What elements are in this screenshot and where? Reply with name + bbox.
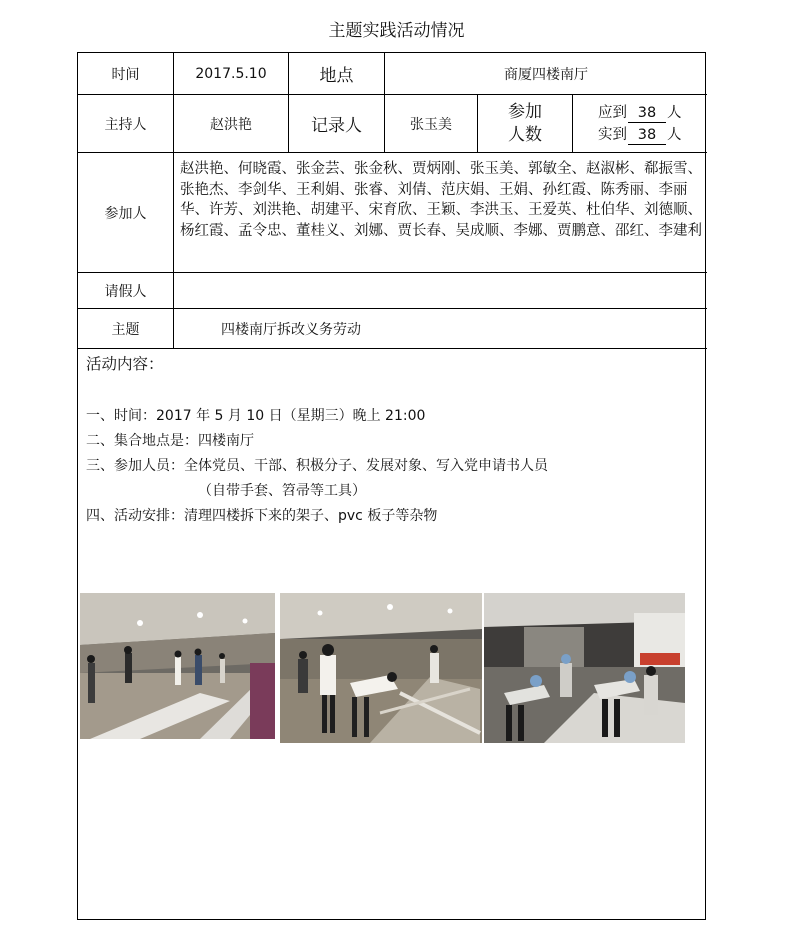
- content-line-participants: 三、参加人员：全体党员、干部、积极分子、发展对象、写入党申请书人员: [86, 458, 548, 474]
- photo-volunteers-clearing: [280, 593, 482, 743]
- leave-label: 请假人: [78, 273, 174, 309]
- actual-label: 实到: [598, 126, 627, 143]
- actual-value: 38: [628, 127, 666, 145]
- page-title: 主题实践活动情况: [328, 21, 465, 41]
- time-value: 2017.5.10: [174, 53, 289, 95]
- recorder-label: 记录人: [289, 95, 385, 153]
- recorder-value: 张玉美: [385, 95, 478, 153]
- due-unit: 人: [667, 104, 682, 121]
- topic-value: 四楼南厅拆改义务劳动: [174, 309, 707, 349]
- content-line-arrangement: 四、活动安排：清理四楼拆下来的架子、pvc 板子等杂物: [86, 508, 438, 524]
- due-value: 38: [628, 105, 666, 123]
- attendance-counts: [573, 95, 707, 153]
- attendance-count-label-line2: 人数: [508, 124, 542, 145]
- attendance-count-label-line1: 参加: [508, 101, 542, 122]
- actual-unit: 人: [667, 126, 682, 143]
- attendance-count-label: [478, 95, 573, 153]
- host-label: 主持人: [78, 95, 174, 153]
- content-line-time: 一、时间：2017 年 5 月 10 日（星期三）晚上 21:00: [86, 408, 426, 424]
- due-count: [598, 102, 682, 124]
- content-line-location: 二、集合地点是：四楼南厅: [86, 433, 254, 449]
- place-label: 地点: [289, 53, 385, 95]
- attendees-label: 参加人: [78, 153, 174, 273]
- actual-count: [598, 124, 682, 146]
- photo-night-cleanup: [484, 593, 685, 743]
- photo-hall-demolition: [80, 593, 275, 739]
- content-line-tools: （自带手套、笤帚等工具）: [198, 483, 366, 499]
- content-heading: 活动内容：: [86, 355, 164, 373]
- topic-label: 主题: [78, 309, 174, 349]
- host-value: 赵洪艳: [174, 95, 289, 153]
- leave-value: [174, 273, 707, 309]
- due-label: 应到: [598, 104, 627, 121]
- time-label: 时间: [78, 53, 174, 95]
- place-value: 商厦四楼南厅: [385, 53, 707, 95]
- attendees-list: 赵洪艳、何晓霞、张金芸、张金秋、贾炳刚、张玉美、郭敏全、赵淑彬、郗振雪、张艳杰、李剑华、王利娟、张睿、刘倩、范庆娟、王娟、孙红霞、陈秀丽、李丽华、许芳、刘洪艳、胡建平、宋育欣、王颖、李洪玉、王爱英、杜伯华、刘德顺、杨红霞、孟令忠、董桂义、刘娜、贾长春、吴成顺、李娜、贾鹏意、邵红、李建利: [174, 153, 707, 273]
- activity-form: [77, 52, 706, 920]
